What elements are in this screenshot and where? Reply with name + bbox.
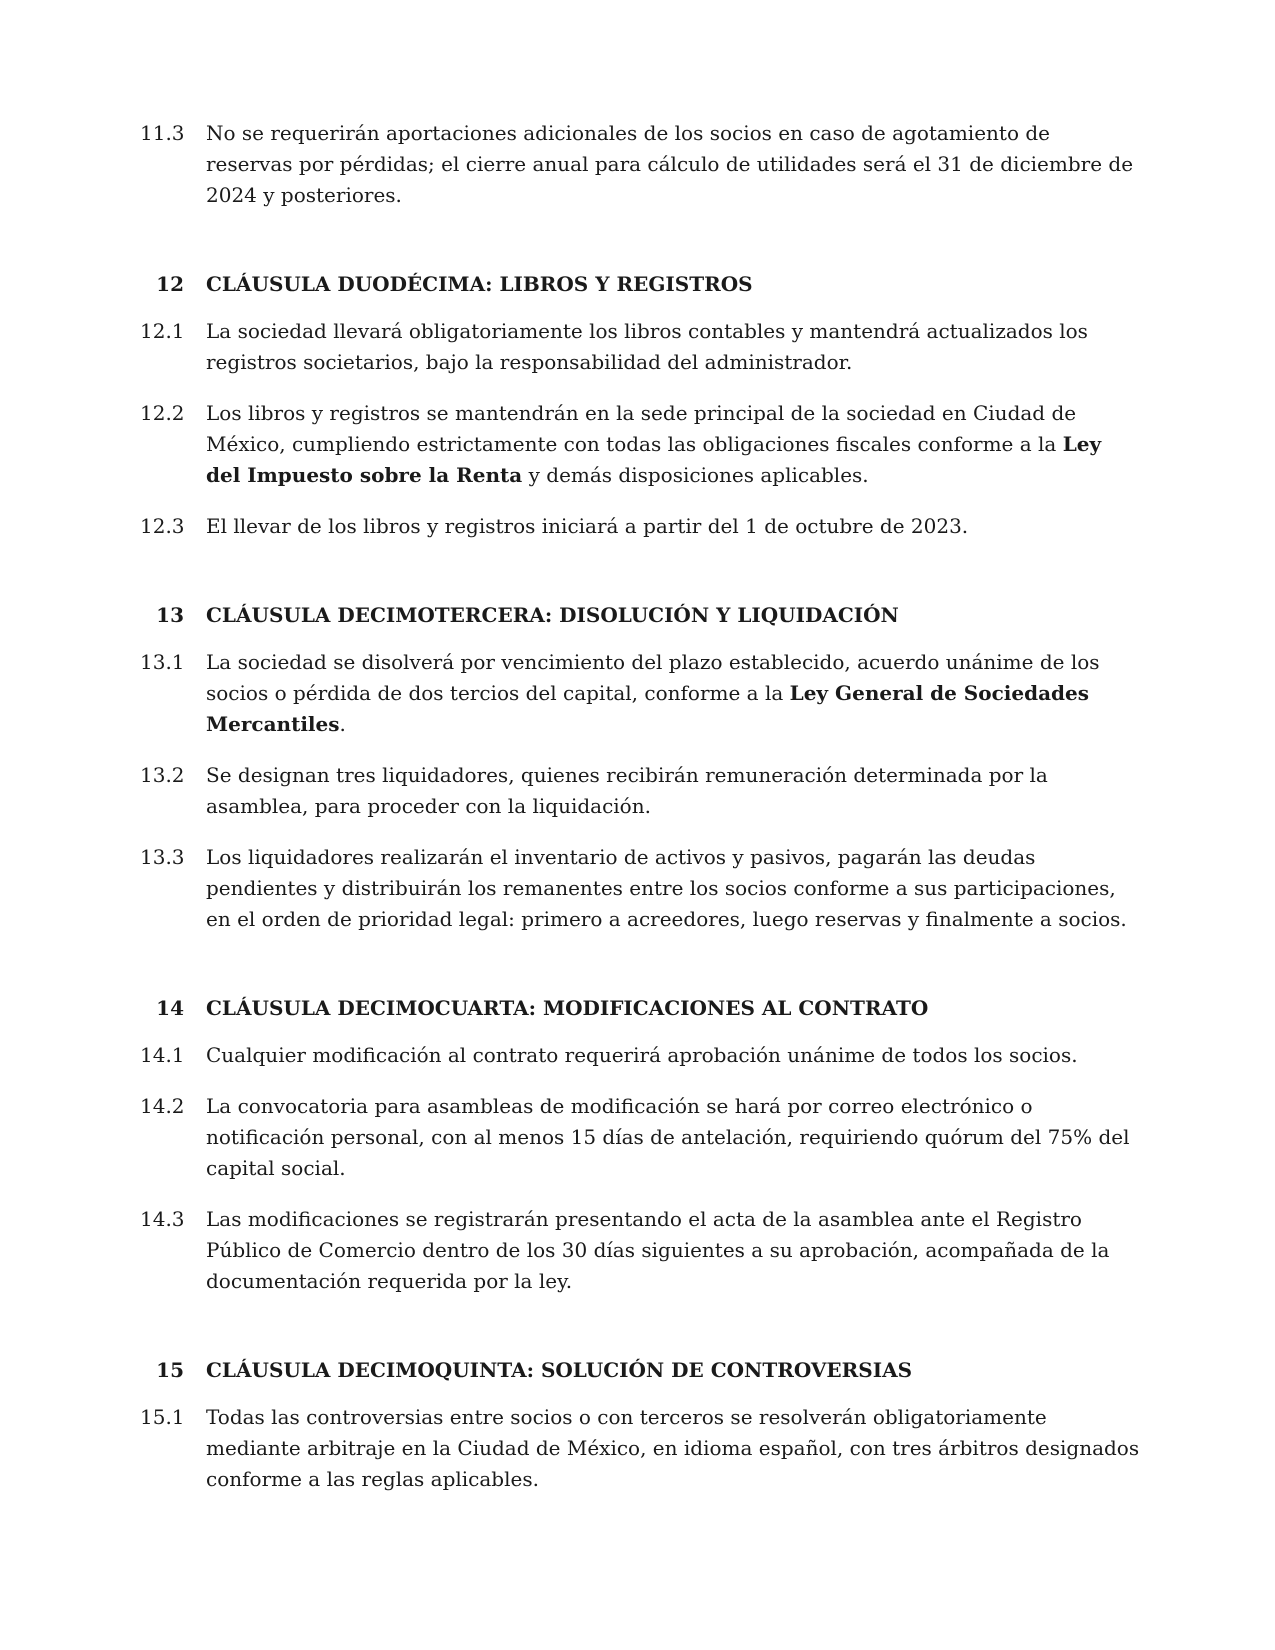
section-title: CLÁUSULA DECIMOQUINTA: SOLUCIÓN DE CONTROVERSIAS bbox=[206, 1358, 913, 1382]
clause-14-2 bbox=[140, 1091, 1140, 1184]
document-body bbox=[140, 118, 1140, 1515]
law-reference: Ley General de Sociedades Mercantiles bbox=[206, 681, 1090, 736]
clause-12-2 bbox=[140, 398, 1140, 491]
section-number-text: 13 bbox=[156, 603, 184, 627]
section-heading-13 bbox=[140, 600, 1140, 631]
clause-text bbox=[206, 398, 1140, 491]
section-number-text: 12 bbox=[156, 272, 184, 296]
section-number bbox=[140, 269, 206, 300]
clause-text-part: . bbox=[339, 712, 346, 736]
section-number bbox=[140, 600, 206, 631]
clause-text: No se requerirán aportaciones adicionales de los socios en caso de agotamiento de reservas por pérdidas; el cierre anual para cálculo de utilidades será el 31 de diciembre de 2024 y posteriores. bbox=[206, 121, 1134, 207]
clause-13-3 bbox=[140, 842, 1140, 935]
section-number-text: 14 bbox=[156, 996, 184, 1020]
clause-number: 14.1 bbox=[140, 1043, 185, 1067]
clause-text: Los liquidadores realizarán el inventario de activos y pasivos, pagarán las deudas pendientes y distribuirán los remanentes entre los socios conforme a sus participaciones, en el orden de prioridad legal: primero a acreedores, luego reservas y finalmente a socios. bbox=[206, 845, 1127, 931]
section-title: CLÁUSULA DUODÉCIMA: LIBROS Y REGISTROS bbox=[206, 272, 753, 296]
clause-13-2 bbox=[140, 760, 1140, 822]
clause-14-1 bbox=[140, 1040, 1140, 1071]
section-title: CLÁUSULA DECIMOCUARTA: MODIFICACIONES AL CONTRATO bbox=[206, 996, 929, 1020]
law-reference: Ley del Impuesto sobre la Renta bbox=[206, 432, 1102, 487]
section-heading-12 bbox=[140, 269, 1140, 300]
clause-text-part: y demás disposiciones aplicables. bbox=[522, 463, 869, 487]
clause-number: 15.1 bbox=[140, 1405, 185, 1429]
clause-text-part: Los libros y registros se mantendrán en la sede principal de la sociedad en Ciudad de México, cumpliendo estrictamente con todas las obligaciones fiscales conforme a la bbox=[206, 401, 1077, 456]
clause-number: 13.2 bbox=[140, 763, 185, 787]
clause-number: 13.1 bbox=[140, 650, 185, 674]
clause-number: 14.2 bbox=[140, 1094, 185, 1118]
clause-12-1 bbox=[140, 316, 1140, 378]
clause-text: Todas las controversias entre socios o con terceros se resolverán obligatoriamente mediante arbitraje en la Ciudad de México, en idioma español, con tres árbitros designados conforme a las reglas aplicables. bbox=[206, 1405, 1140, 1491]
clause-text: La convocatoria para asambleas de modificación se hará por correo electrónico o notificación personal, con al menos 15 días de antelación, requiriendo quórum del 75% del capital social. bbox=[206, 1094, 1130, 1180]
clause-number: 12.2 bbox=[140, 401, 185, 425]
section-title: CLÁUSULA DECIMOTERCERA: DISOLUCIÓN Y LIQUIDACIÓN bbox=[206, 603, 899, 627]
clause-number: 11.3 bbox=[140, 121, 185, 145]
section-number-text: 15 bbox=[156, 1358, 184, 1382]
section-heading-15 bbox=[140, 1355, 1140, 1386]
clause-text bbox=[206, 647, 1140, 740]
clause-text-part: La sociedad se disolverá por vencimiento del plazo establecido, acuerdo unánime de los socios o pérdida de dos tercios del capital, conforme a la bbox=[206, 650, 1100, 705]
clause-12-3 bbox=[140, 511, 1140, 542]
clause-number: 14.3 bbox=[140, 1207, 185, 1231]
clause-11-3 bbox=[140, 118, 1140, 211]
clause-number: 12.1 bbox=[140, 319, 185, 343]
section-heading-14 bbox=[140, 993, 1140, 1024]
clause-text: La sociedad llevará obligatoriamente los libros contables y mantendrá actualizados los registros societarios, bajo la responsabilidad del administrador. bbox=[206, 319, 1088, 374]
clause-14-3 bbox=[140, 1204, 1140, 1297]
clause-text: El llevar de los libros y registros iniciará a partir del 1 de octubre de 2023. bbox=[206, 514, 969, 538]
clause-13-1 bbox=[140, 647, 1140, 740]
section-number bbox=[140, 1355, 206, 1386]
clause-text: Cualquier modificación al contrato requerirá aprobación unánime de todos los socios. bbox=[206, 1043, 1078, 1067]
clause-number: 13.3 bbox=[140, 845, 185, 869]
clause-text: Se designan tres liquidadores, quienes recibirán remuneración determinada por la asamblea, para proceder con la liquidación. bbox=[206, 763, 1048, 818]
clause-15-1 bbox=[140, 1402, 1140, 1495]
clause-number: 12.3 bbox=[140, 514, 185, 538]
section-number bbox=[140, 993, 206, 1024]
clause-text: Las modificaciones se registrarán presentando el acta de la asamblea ante el Registro Público de Comercio dentro de los 30 días siguientes a su aprobación, acompañada de la documentación requerida por la ley. bbox=[206, 1207, 1110, 1293]
